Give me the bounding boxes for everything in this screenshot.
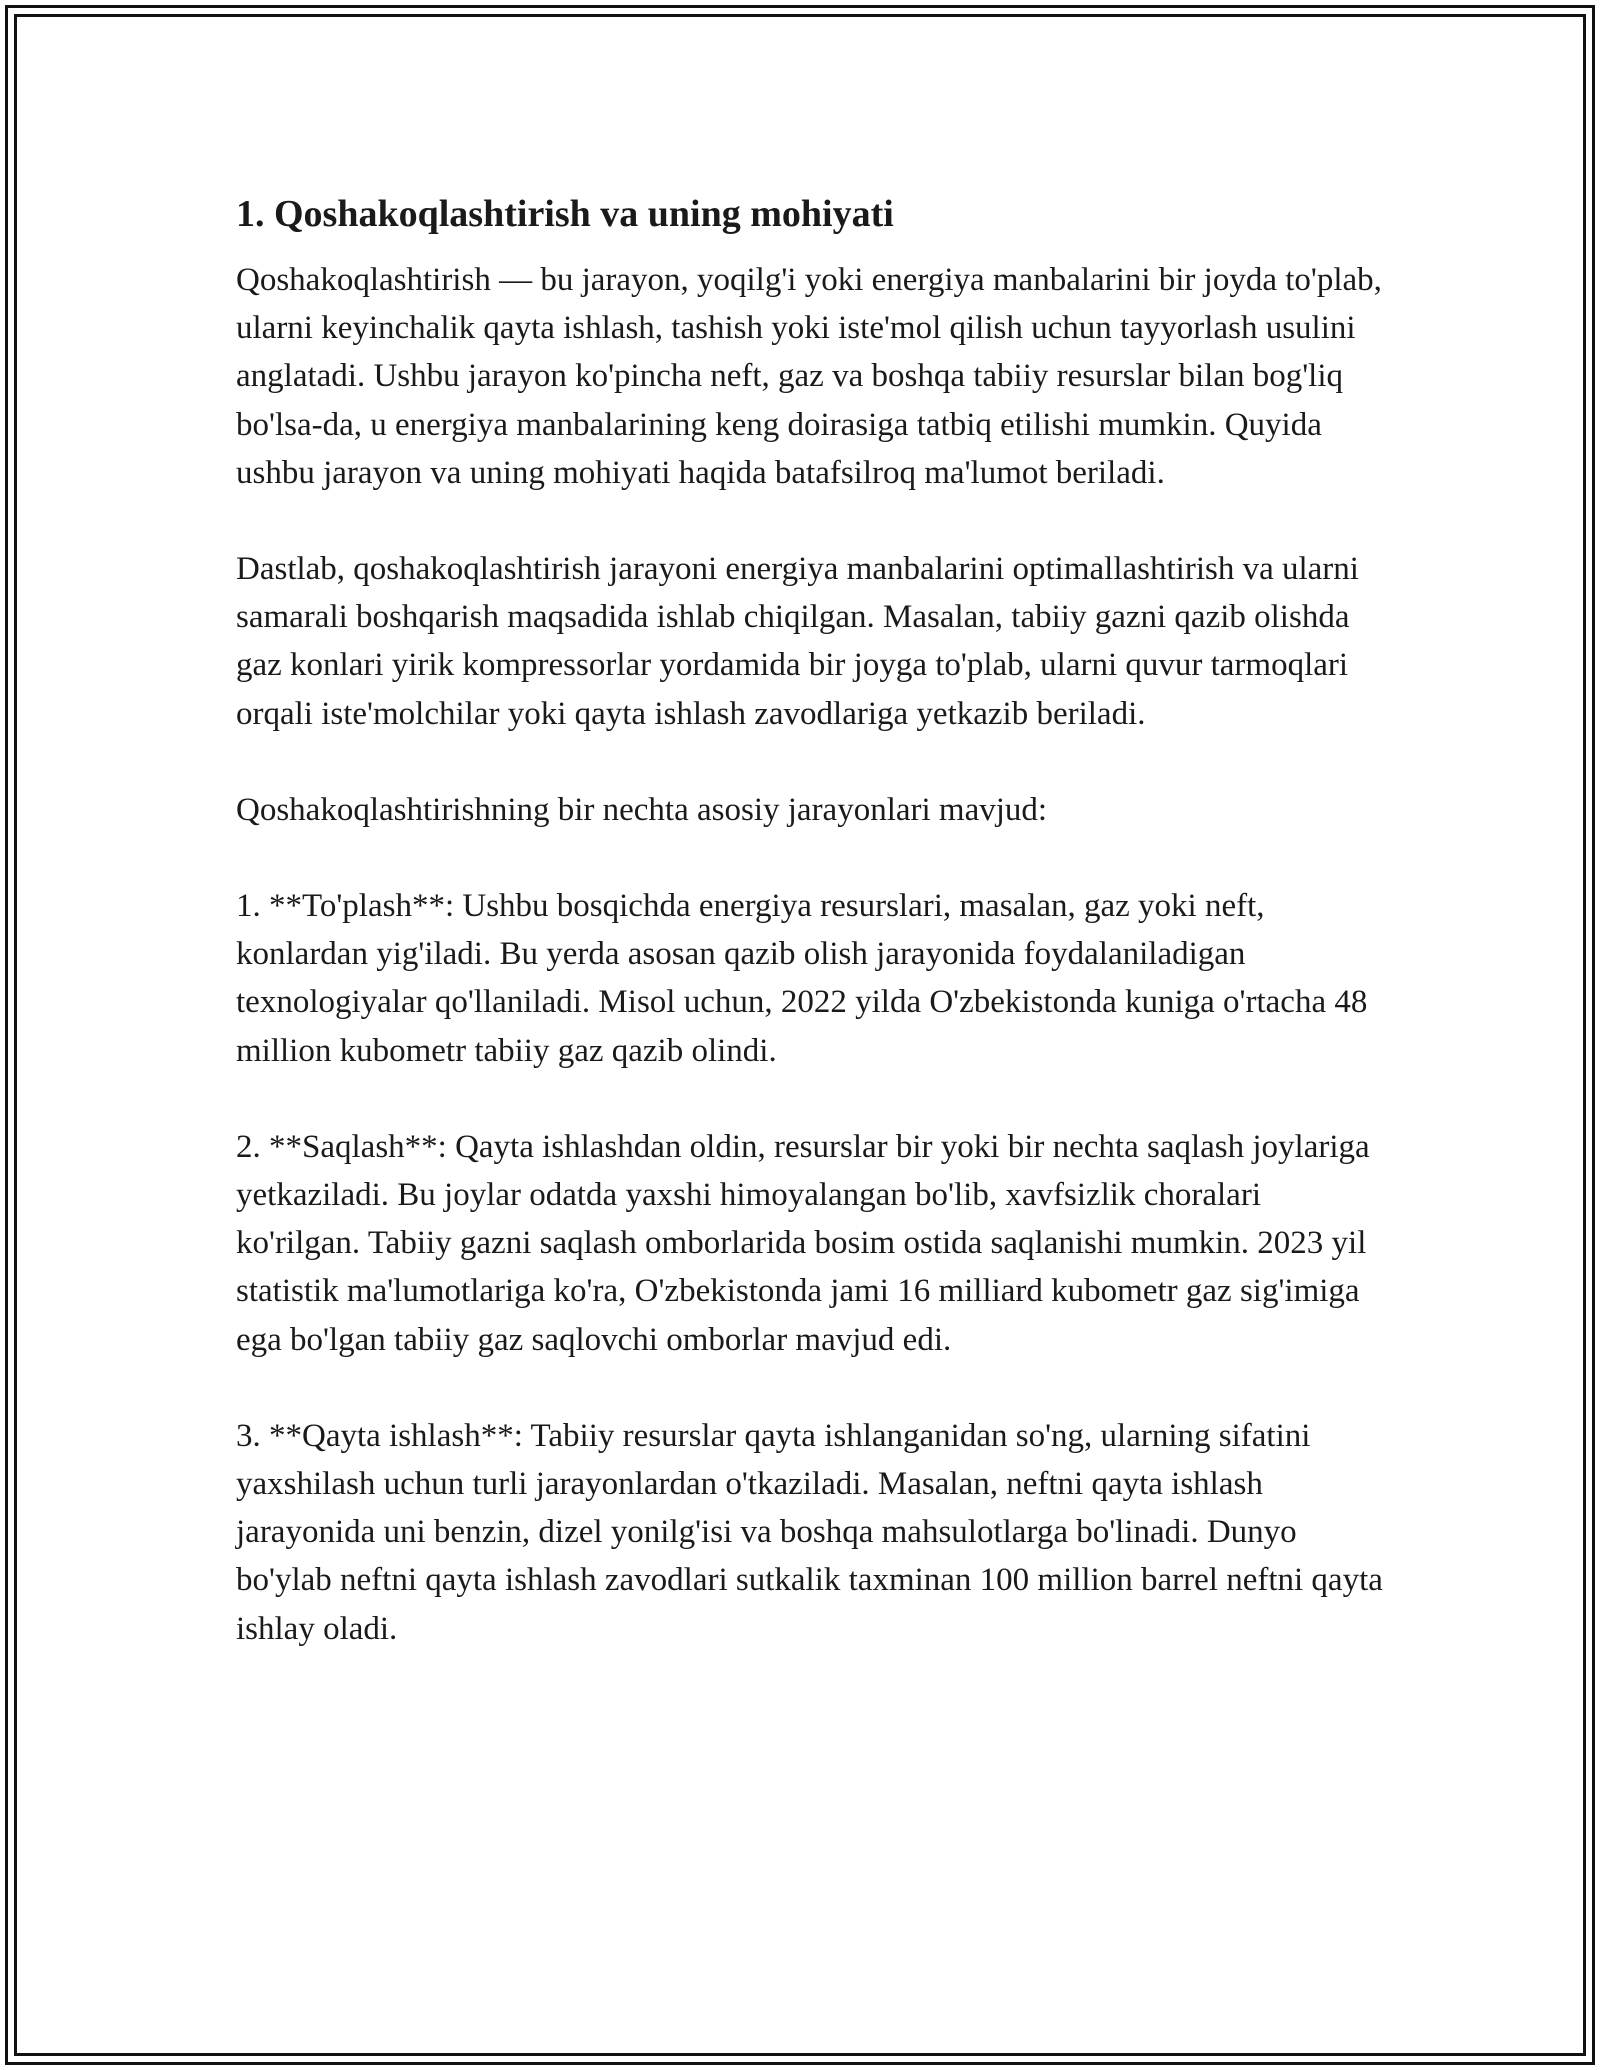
paragraph-list-intro: Qoshakoqlashtirishning bir nechta asosiy jarayonlari mavjud: [236, 791, 1048, 828]
section-heading: 1. Qoshakoqlashtirish va uning mohiyati [236, 193, 894, 235]
list-item-storage: 2. **Saqlash**: Qayta ishlashdan oldin, resurslar bir yoki bir nechta saqlash joylariga yetkaziladi. Bu joylar odatda yaxshi himoyalangan bo'lib, xavfsizlik choralari ko'rilgan. Tabiiy gazni saqlash omborlarida bosim ostida saqlanishi mumkin. 2023 yil statistik ma'lumotlariga ko'ra, O'zbekistonda jami 16 milliard kubometr gaz sig'imiga ega bo'lgan tabiiy gaz saqlovchi omborlar mavjud edi. [236, 1128, 1370, 1358]
paragraph-background: Dastlab, qoshakoqlashtirish jarayoni energiya manbalarini optimallashtirish va ularni samarali boshqarish maqsadida ishlab chiqilgan. Masalan, tabiiy gazni qazib olishda gaz konlari yirik kompressorlar yordamida bir joyga to'plab, ularni quvur tarmoqlari orqali iste'molchilar yoki qayta ishlash zavodlariga yetkazib beriladi. [236, 551, 1359, 732]
paragraph-intro: Qoshakoqlashtirish — bu jarayon, yoqilg'i yoki energiya manbalarini bir joyda to'plab, ularni keyinchalik qayta ishlash, tashish yoki iste'mol qilish uchun tayyorlash usulini anglatadi. Ushbu jarayon ko'pincha neft, gaz va boshqa tabiiy resurslar bilan bog'liq bo'lsa-da, u energiya manbalarining keng doirasiga tatbiq etilishi mumkin. Quyida ushbu jarayon va uning mohiyati haqida batafsilroq ma'lumot beriladi. [236, 262, 1382, 491]
list-item-collection: 1. **To'plash**: Ushbu bosqichda energiya resurslari, masalan, gaz yoki neft, konlardan yig'iladi. Bu yerda asosan qazib olish jarayonida foydalaniladigan texnologiyalar qo'llaniladi. Misol uchun, 2022 yilda O'zbekistonda kuniga o'rtacha 48 million kubometr tabiiy gaz qazib olindi. [236, 888, 1368, 1069]
document-body [236, 186, 1386, 1701]
list-item-processing: 3. **Qayta ishlash**: Tabiiy resurslar qayta ishlanganidan so'ng, ularning sifatini yaxshilash uchun turli jarayonlardan o'tkaziladi. Masalan, neftni qayta ishlash jarayonida uni benzin, dizel yonilg'isi va boshqa mahsulotlarga bo'linadi. Dunyo bo'ylab neftni qayta ishlash zavodlari sutkalik taxminan 100 million barrel neftni qayta ishlay oladi. [236, 1417, 1383, 1647]
